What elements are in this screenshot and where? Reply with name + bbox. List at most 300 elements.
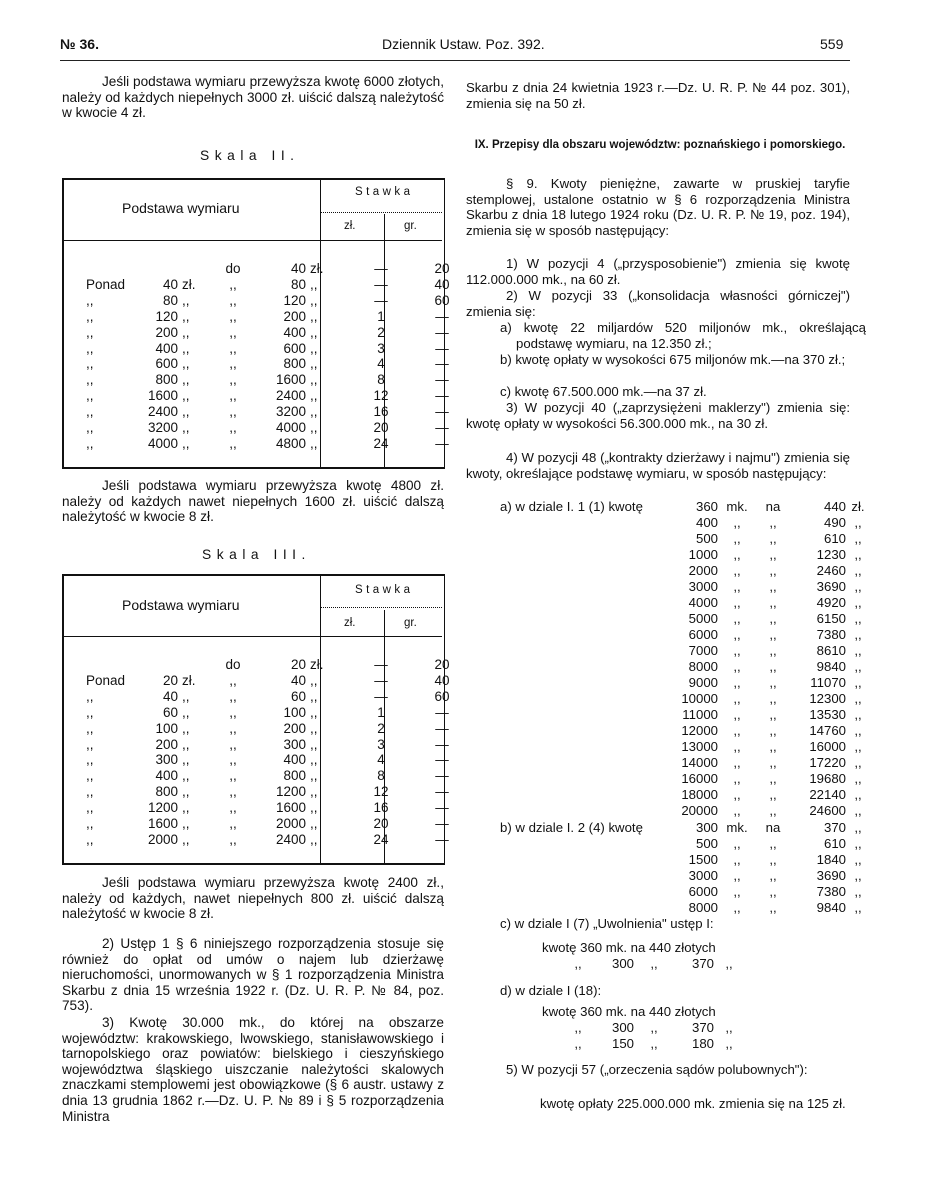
list-cell: 180 xyxy=(691,1036,714,1051)
scale-cell: ,, xyxy=(229,292,237,308)
scale-cell: 400 xyxy=(155,340,178,356)
scale-row xyxy=(86,309,472,325)
scale-cell: 800 xyxy=(283,356,306,372)
right-paragraph-8: kwotę opłaty 225.000.000 mk. zmienia się na 125 zł. xyxy=(540,1096,846,1111)
scale-cell: ,, xyxy=(229,752,237,768)
scale-cell: 1200 xyxy=(275,784,306,800)
scale-cell: 120 xyxy=(283,292,306,308)
list-cell: na xyxy=(765,820,781,835)
skala-2-rate-header: Stawka xyxy=(355,186,414,198)
scale-cell: ,, xyxy=(310,800,318,816)
list-cell: 490 xyxy=(823,515,846,530)
list-cell: ,, xyxy=(769,691,777,706)
list-cell: ,, xyxy=(854,707,862,722)
list-cell: 9000 xyxy=(688,675,718,690)
scale-cell: 60 xyxy=(434,688,450,704)
list-row xyxy=(676,852,870,868)
scale-cell: ,, xyxy=(229,276,237,292)
list-cell: ,, xyxy=(769,723,777,738)
scale-row xyxy=(86,404,472,420)
scale-cell: — xyxy=(435,308,449,324)
scale-cell: 800 xyxy=(283,768,306,784)
right-item-a: a) kwotę 22 miljardów 520 miljonów mk., określającą podstawę wymiaru, na 12.350 zł.; xyxy=(500,320,866,351)
scale-cell: 60 xyxy=(434,292,450,308)
list-cell: ,, xyxy=(733,771,741,786)
list-row xyxy=(676,515,870,531)
list-cell: 24600 xyxy=(809,803,846,818)
list-cell: 20000 xyxy=(681,803,718,818)
list-cell: 440 xyxy=(823,499,846,514)
right-item-b: b) kwotę opłaty w wysokości 675 miljonów mk.—na 370 zł.; xyxy=(500,352,846,367)
scale-cell: ,, xyxy=(229,308,237,324)
list-cell: 1230 xyxy=(816,547,846,562)
scale-cell: ,, xyxy=(229,388,237,404)
list-cell: 7000 xyxy=(688,643,718,658)
scale-cell: 200 xyxy=(155,736,178,752)
scale-cell: ,, xyxy=(310,356,318,372)
list-cell: ,, xyxy=(769,868,777,883)
scale-cell: — xyxy=(435,816,449,832)
scale-row xyxy=(86,277,472,293)
scale-cell: 4800 xyxy=(275,435,306,451)
skala-2-table xyxy=(86,261,472,452)
scale-row xyxy=(86,784,472,800)
scale-cell: ,, xyxy=(310,704,318,720)
scale-row xyxy=(86,673,472,689)
list-cell: ,, xyxy=(733,547,741,562)
scale-cell: 20 xyxy=(373,816,389,832)
list-cell: ,, xyxy=(769,803,777,818)
scale-cell: ,, xyxy=(310,752,318,768)
scale-cell: 4 xyxy=(377,356,385,372)
scale-cell: — xyxy=(374,688,388,704)
list-cell: ,, xyxy=(733,755,741,770)
scale-cell: ,, xyxy=(310,388,318,404)
list-c-table xyxy=(562,956,744,972)
scale-cell: — xyxy=(435,324,449,340)
scale-cell: 40 xyxy=(434,276,450,292)
list-cell: 3690 xyxy=(816,868,846,883)
scale-cell: ,, xyxy=(86,324,94,340)
scale-cell: — xyxy=(435,340,449,356)
list-cell: 12300 xyxy=(809,691,846,706)
scale-cell: — xyxy=(374,261,388,276)
list-cell: 2460 xyxy=(816,563,846,578)
scale-cell: 1 xyxy=(377,308,385,324)
scale-row xyxy=(86,705,472,721)
right-paragraph-5: 3) W pozycji 40 („zaprzysiężeni maklerzy") zmienia się: kwotę opłaty w wysokości 56.300.000 mk., na 30 zł. xyxy=(466,400,850,431)
list-row xyxy=(676,643,870,659)
list-cell: ,, xyxy=(854,611,862,626)
scale-row xyxy=(86,657,472,673)
scale-cell: ,, xyxy=(229,768,237,784)
scale-row xyxy=(86,388,472,404)
scale-cell: ,, xyxy=(86,372,94,388)
list-cell: ,, xyxy=(854,659,862,674)
scale-cell: 300 xyxy=(283,736,306,752)
scale-cell: — xyxy=(435,404,449,420)
scale-cell xyxy=(136,657,182,673)
list-cell: ,, xyxy=(733,787,741,802)
scale-cell: 40 xyxy=(290,261,306,276)
scale-cell: ,, xyxy=(182,372,190,388)
list-cell: ,, xyxy=(733,643,741,658)
list-cell: na xyxy=(765,499,781,514)
scale-cell: 100 xyxy=(283,704,306,720)
scale-cell: 80 xyxy=(290,276,306,292)
list-row xyxy=(676,787,870,803)
list-cell: 19680 xyxy=(809,771,846,786)
scale-cell: — xyxy=(435,372,449,388)
scale-cell: ,, xyxy=(182,816,190,832)
list-cell: 14760 xyxy=(809,723,846,738)
scale-row xyxy=(86,325,472,341)
list-cell: ,, xyxy=(854,691,862,706)
scale-cell: ,, xyxy=(229,404,237,420)
list-cell: 16000 xyxy=(809,739,846,754)
scale-cell: — xyxy=(435,784,449,800)
list-cell: ,, xyxy=(854,755,862,770)
scale-cell: 2000 xyxy=(275,816,306,832)
list-cell: 10000 xyxy=(681,691,718,706)
scale-cell: ,, xyxy=(310,435,318,451)
list-row xyxy=(676,739,870,755)
right-paragraph-4: 2) W pozycji 33 („konsolidacja własności górniczej") zmienia się: xyxy=(466,288,850,319)
list-cell: 370 xyxy=(691,1020,714,1035)
list-a-label: a) w dziale I. 1 (1) kwotę xyxy=(500,499,643,514)
scale-cell: — xyxy=(374,292,388,308)
scale-cell: ,, xyxy=(86,768,94,784)
scale-cell: 200 xyxy=(155,324,178,340)
scale-cell: 60 xyxy=(162,704,178,720)
scale-cell xyxy=(86,261,136,277)
list-cell: 500 xyxy=(695,836,718,851)
list-cell: ,, xyxy=(733,884,741,899)
scale-cell: ,, xyxy=(229,784,237,800)
scale-cell: ,, xyxy=(86,704,94,720)
list-cell: ,, xyxy=(854,579,862,594)
list-cell: ,, xyxy=(854,884,862,899)
scale-cell: 100 xyxy=(155,720,178,736)
scale-cell: 2 xyxy=(377,720,385,736)
scale-cell: Ponad xyxy=(86,672,126,688)
list-a-table xyxy=(676,499,870,819)
list-cell: 11070 xyxy=(810,675,846,690)
scale-cell xyxy=(182,261,212,277)
scale-cell: ,, xyxy=(86,831,94,847)
list-cell: ,, xyxy=(854,803,862,818)
scale-cell: 40 xyxy=(434,672,450,688)
scale-cell: 1600 xyxy=(147,816,178,832)
list-cell: ,, xyxy=(854,547,862,562)
list-cell: mk. xyxy=(726,820,748,835)
scale-cell: 20 xyxy=(290,657,306,672)
list-cell: ,, xyxy=(769,611,777,626)
list-row xyxy=(562,1036,744,1052)
list-row xyxy=(676,691,870,707)
scale-cell: ,, xyxy=(182,292,190,308)
list-cell: 610 xyxy=(823,836,846,851)
list-row xyxy=(676,836,870,852)
list-b-label: b) w dziale I. 2 (4) kwotę xyxy=(500,820,643,835)
list-cell: ,, xyxy=(733,515,741,530)
scale-cell: ,, xyxy=(229,736,237,752)
scale-cell: 400 xyxy=(283,324,306,340)
list-cell: ,, xyxy=(854,836,862,851)
scale-cell: ,, xyxy=(182,704,190,720)
scale-cell: — xyxy=(435,420,449,436)
list-cell: zł. xyxy=(851,499,865,514)
scale-cell: ,, xyxy=(182,784,190,800)
scale-cell: — xyxy=(435,831,449,847)
list-cell: 300 xyxy=(611,1020,634,1035)
skala-3-zl-header: zł. xyxy=(344,617,356,629)
list-row xyxy=(676,771,870,787)
list-cell: 3690 xyxy=(816,579,846,594)
list-cell: 370 xyxy=(691,956,714,971)
list-cell: 610 xyxy=(823,531,846,546)
scale-row xyxy=(86,372,472,388)
scale-cell: 4000 xyxy=(275,420,306,436)
list-cell: ,, xyxy=(733,627,741,642)
scale-cell: ,, xyxy=(182,435,190,451)
scale-cell: 1600 xyxy=(147,388,178,404)
list-cell: ,, xyxy=(733,531,741,546)
list-cell: 3000 xyxy=(688,868,718,883)
list-d-label: d) w dziale I (18): xyxy=(500,983,602,998)
scale-cell: — xyxy=(374,672,388,688)
scale-row xyxy=(86,341,472,357)
scale-cell: zł. xyxy=(310,657,324,672)
scale-cell: ,, xyxy=(310,784,318,800)
scale-cell: 600 xyxy=(155,356,178,372)
scale-cell xyxy=(86,657,136,673)
scale-cell: ,, xyxy=(86,292,94,308)
list-cell: 11000 xyxy=(682,707,718,722)
scale-cell: 3 xyxy=(377,736,385,752)
scale-cell: ,, xyxy=(182,308,190,324)
scale-cell: ,, xyxy=(182,420,190,436)
list-row xyxy=(676,659,870,675)
list-cell: 4920 xyxy=(816,595,846,610)
scale-cell: zł. xyxy=(182,276,196,292)
scale-cell: 2400 xyxy=(147,404,178,420)
list-cell: ,, xyxy=(769,563,777,578)
list-d-line-1: kwotę 360 mk. na 440 złotych xyxy=(542,1004,716,1019)
list-cell: ,, xyxy=(650,1036,658,1051)
list-cell: ,, xyxy=(854,771,862,786)
skala-3-base-header: Podstawa wymiaru xyxy=(122,597,240,613)
list-cell: 8000 xyxy=(688,659,718,674)
scale-cell: ,, xyxy=(182,324,190,340)
scale-cell: 400 xyxy=(155,768,178,784)
scale-cell: ,, xyxy=(182,768,190,784)
scale-cell: — xyxy=(435,720,449,736)
list-cell: ,, xyxy=(574,1020,582,1035)
left-paragraph-3: Jeśli podstawa wymiaru przewyższa kwotę 2400 zł., należy od każdych, nawet niepełnych 800 zł. uiścić dalszą należytość w kwocie 8 zł. xyxy=(62,875,444,922)
left-paragraph-2: Jeśli podstawa wymiaru przewyższa kwotę 4800 zł. należy od każdych nawet niepełnych 1600 zł. uiścić dalszą należytość w kwocie 8 zł. xyxy=(62,478,444,525)
list-row xyxy=(676,868,870,884)
scale-cell: ,, xyxy=(86,688,94,704)
list-cell: ,, xyxy=(733,611,741,626)
scale-cell: zł. xyxy=(182,672,196,688)
issue-number: № 36. xyxy=(60,36,99,52)
scale-cell: — xyxy=(435,752,449,768)
right-paragraph-1: Skarbu z dnia 24 kwietnia 1923 r.—Dz. U. R. P. № 44 poz. 301), zmienia się na 50 zł. xyxy=(466,80,850,111)
list-row xyxy=(676,563,870,579)
scale-row xyxy=(86,800,472,816)
scale-cell: ,, xyxy=(310,831,318,847)
scale-cell: ,, xyxy=(310,404,318,420)
scale-cell: ,, xyxy=(86,404,94,420)
scale-cell: 20 xyxy=(162,672,178,688)
scale-cell: — xyxy=(374,276,388,292)
list-cell: ,, xyxy=(733,739,741,754)
list-cell: ,, xyxy=(725,956,733,971)
scale-row xyxy=(86,721,472,737)
scale-cell: 1600 xyxy=(275,800,306,816)
list-cell: ,, xyxy=(854,627,862,642)
scale-row xyxy=(86,261,472,277)
list-row xyxy=(676,884,870,900)
list-c-line-1: kwotę 360 mk. na 440 złotych xyxy=(542,940,716,955)
scale-row xyxy=(86,356,472,372)
list-cell: 12000 xyxy=(681,723,718,738)
list-cell: 7380 xyxy=(816,884,846,899)
list-cell: ,, xyxy=(769,900,777,915)
scale-cell: 40 xyxy=(162,688,178,704)
list-cell: 7380 xyxy=(816,627,846,642)
scale-cell: ,, xyxy=(86,800,94,816)
skala-2-title: Skala II. xyxy=(200,148,300,163)
list-cell: ,, xyxy=(854,820,862,835)
scale-cell: ,, xyxy=(86,388,94,404)
scale-cell: ,, xyxy=(229,324,237,340)
list-row xyxy=(676,803,870,819)
scale-cell: ,, xyxy=(229,800,237,816)
list-cell: ,, xyxy=(769,739,777,754)
scale-cell: 24 xyxy=(373,831,389,847)
scale-cell: ,, xyxy=(310,292,318,308)
scale-cell: 3 xyxy=(377,340,385,356)
list-cell: 8000 xyxy=(688,900,718,915)
scale-cell: 16 xyxy=(373,800,389,816)
scale-cell: 24 xyxy=(373,435,389,451)
section-ix-title: IX. Przepisy dla obszaru województw: poznańskiego i pomorskiego. xyxy=(474,139,846,151)
scale-cell: ,, xyxy=(229,816,237,832)
scale-cell: ,, xyxy=(86,816,94,832)
scale-cell: ,, xyxy=(182,404,190,420)
scale-cell: ,, xyxy=(182,831,190,847)
list-cell: 14000 xyxy=(681,755,718,770)
list-cell: ,, xyxy=(733,675,741,690)
list-cell: 1840 xyxy=(816,852,846,867)
scale-cell: 4 xyxy=(377,752,385,768)
scale-cell: ,, xyxy=(229,688,237,704)
list-cell: ,, xyxy=(769,707,777,722)
scale-cell: ,, xyxy=(86,784,94,800)
scale-cell: ,, xyxy=(229,720,237,736)
list-cell: ,, xyxy=(725,1020,733,1035)
scale-cell: ,, xyxy=(182,388,190,404)
scale-cell: ,, xyxy=(86,720,94,736)
list-cell: 1000 xyxy=(688,547,718,562)
scale-cell: 2400 xyxy=(275,831,306,847)
list-cell: 2000 xyxy=(688,563,718,578)
scale-cell: ,, xyxy=(310,720,318,736)
scale-cell: ,, xyxy=(182,688,190,704)
list-cell: 3000 xyxy=(688,579,718,594)
list-cell: 17220 xyxy=(809,755,846,770)
list-cell: ,, xyxy=(733,691,741,706)
list-cell: ,, xyxy=(769,515,777,530)
scale-cell: ,, xyxy=(182,720,190,736)
scale-cell: 2 xyxy=(377,324,385,340)
left-paragraph-4: 2) Ustęp 1 § 6 niniejszego rozporządzenia stosuje się również do opłat od umów o najem lub dzierżawę nieruchomości, unormowanych w § 1 rozporządzenia Ministra Skarbu z dnia 15 września 1922 r. (Dz. U. R. P. № 84, poz. 753). xyxy=(62,936,444,1014)
list-cell: ,, xyxy=(733,723,741,738)
list-cell: ,, xyxy=(574,956,582,971)
list-row xyxy=(676,579,870,595)
list-row xyxy=(676,499,870,515)
scale-row xyxy=(86,752,472,768)
list-cell: ,, xyxy=(574,1036,582,1051)
scale-cell: 1 xyxy=(377,704,385,720)
scale-cell: ,, xyxy=(229,831,237,847)
list-cell: 5000 xyxy=(688,611,718,626)
list-cell: 370 xyxy=(823,820,846,835)
scale-cell: ,, xyxy=(86,435,94,451)
header-rule xyxy=(60,60,850,61)
list-cell: ,, xyxy=(769,659,777,674)
list-cell: 18000 xyxy=(681,787,718,802)
list-row xyxy=(562,956,744,972)
list-cell: mk. xyxy=(726,499,748,514)
scale-cell: 200 xyxy=(283,720,306,736)
scale-cell: ,, xyxy=(182,736,190,752)
scale-cell: — xyxy=(435,704,449,720)
scale-cell: — xyxy=(435,356,449,372)
list-d-table xyxy=(562,1020,744,1052)
list-cell: ,, xyxy=(733,707,741,722)
scale-cell: 600 xyxy=(283,340,306,356)
scale-cell: do xyxy=(225,657,241,672)
skala-3-gr-header: gr. xyxy=(404,617,417,629)
scale-cell: Ponad xyxy=(86,276,126,292)
list-cell: ,, xyxy=(650,1020,658,1035)
scale-cell: ,, xyxy=(86,340,94,356)
right-paragraph-3: 1) W pozycji 4 („przysposobienie") zmienia się kwotę 112.000.000 mk., na 60 zł. xyxy=(466,256,850,287)
list-cell: 300 xyxy=(695,820,718,835)
list-cell: 16000 xyxy=(681,771,718,786)
scale-cell: 8 xyxy=(377,768,385,784)
list-cell: ,, xyxy=(733,803,741,818)
scale-cell: 400 xyxy=(283,752,306,768)
list-cell: ,, xyxy=(769,675,777,690)
scale-cell: 1600 xyxy=(275,372,306,388)
list-cell: ,, xyxy=(854,852,862,867)
scale-cell: do xyxy=(225,261,241,276)
list-cell: ,, xyxy=(733,579,741,594)
scale-cell: ,, xyxy=(310,672,318,688)
list-cell: 9840 xyxy=(816,900,846,915)
skala-2-base-header: Podstawa wymiaru xyxy=(122,200,240,216)
scale-cell: 20 xyxy=(434,261,450,276)
list-cell: ,, xyxy=(854,900,862,915)
list-cell: ,, xyxy=(769,643,777,658)
scale-cell: ,, xyxy=(182,340,190,356)
scale-cell: ,, xyxy=(182,752,190,768)
scale-cell: — xyxy=(435,800,449,816)
